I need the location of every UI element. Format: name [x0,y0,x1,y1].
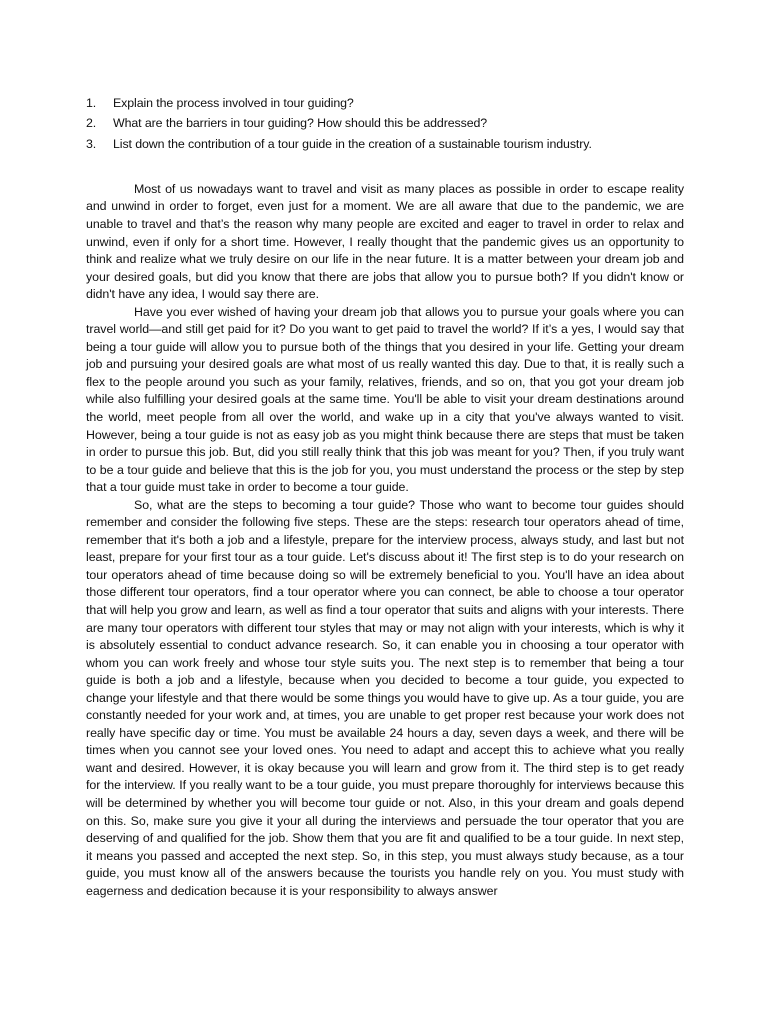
question-item [86,134,684,154]
question-number: 1. [86,96,97,110]
question-item [86,93,684,113]
question-text: Explain the process involved in tour guiding? [113,96,354,110]
essay-body [86,181,684,900]
question-number: 2. [86,116,97,131]
question-text: What are the barriers in tour guiding? How should this be addressed? [113,116,488,131]
essay-paragraph-1: Most of us nowadays want to travel and visit as many places as possible in order to escape reality and unwind in order to forget, even just for a moment. We are all aware that due to the pandemic, we are unable to travel and that’s the reason why many people are excited and eager to travel in order to relax and unwind, even if only for a short time. However, I really thought that the pandemic gives us an opportunity to think and realize what we truly desire on our life in the near future. It is a matter between your dream job and your desired goals, but did you know that there are jobs that allow you to pursue both? If you didn't know or didn't have any idea, I would say there are. [86,181,684,302]
question-text: List down the contribution of a tour guide in the creation of a sustainable tourism industry. [113,136,592,151]
question-item [86,113,684,133]
question-list [86,93,684,154]
essay-paragraph-3: So, what are the steps to becoming a tour guide? Those who want to become tour guides should remember and consider the following five steps. These are the steps: research tour operators ahead of time, remember that it's both a job and a lifestyle, prepare for the interview process, always study, and last but not least, prepare for your first tour as a tour guide. Let's discuss about it! The first step is to do your research on tour operators ahead of time because doing so will be extremely beneficial to you. You'll have an idea about those different tour operators, find a tour operator where you can connect, be able to choose a tour operator that will help you grow and learn, as well as find a tour operator that suits and aligns with your interests. There are many tour operators with different tour styles that may or may not align with your interests, which is why it is absolutely essential to conduct advance research. So, it can enable you in choosing a tour operator with whom you can work freely and whose tour style suits you. The next step is to remember that being a tour guide is both a job and a lifestyle, because when you decided to become a tour guide, you expected to change your lifestyle and that there would be some things you would have to give up. As a tour guide, you are constantly needed for your work and, at times, you are unable to get proper rest because your work does not really have specific day or time. You must be available 24 hours a day, seven days a week, and there will be times when you cannot see your loved ones. You need to adapt and accept this to achieve what you really want and desired. However, it is okay because you will learn and grow from it. The third step is to get ready for the interview. If you really want to be a tour guide, you must prepare thoroughly for interviews because this will be determined by whether you will become tour guide or not. Also, in this your dream and goals depend on this. So, make sure you give it your all during the interviews and persuade the tour operator that you are deserving of and qualified for the job. Show them that you are fit and qualified to be a tour guide. In next step, it means you passed and accepted the next step. So, in this step, you must always study because, as a tour guide, you must know all of the answers because the tourists you handle rely on you. You must study with eagerness and dedication because it is your responsibility to always answer [86,497,684,898]
essay-paragraph-2: Have you ever wished of having your dream job that allows you to pursue your goals where you can travel world—and still get paid for it? Do you want to get paid to travel the world? If it’s a yes, I would say that being a tour guide will allow you to pursue both of the things that you desired in your life. Getting your dream job and pursuing your desired goals are what most of us really wanted this day. Due to that, it is really such a flex to the people around you such as your family, relatives, friends, and so on, that you got your dream job while also fulfilling your desired goals at the same time. You'll be able to visit your dream destinations around the world, meet people from all over the world, and wake up in a city that you've always wanted to visit. However, being a tour guide is not as easy job as you might think because there are steps that must be taken in order to pursue this job. But, did you still really think that this job was meant for you? Then, if you truly want to be a tour guide and believe that this is the job for you, you must understand the process or the step by step that a tour guide must take in order to become a tour guide. [86,304,684,495]
question-number: 3. [86,136,97,151]
